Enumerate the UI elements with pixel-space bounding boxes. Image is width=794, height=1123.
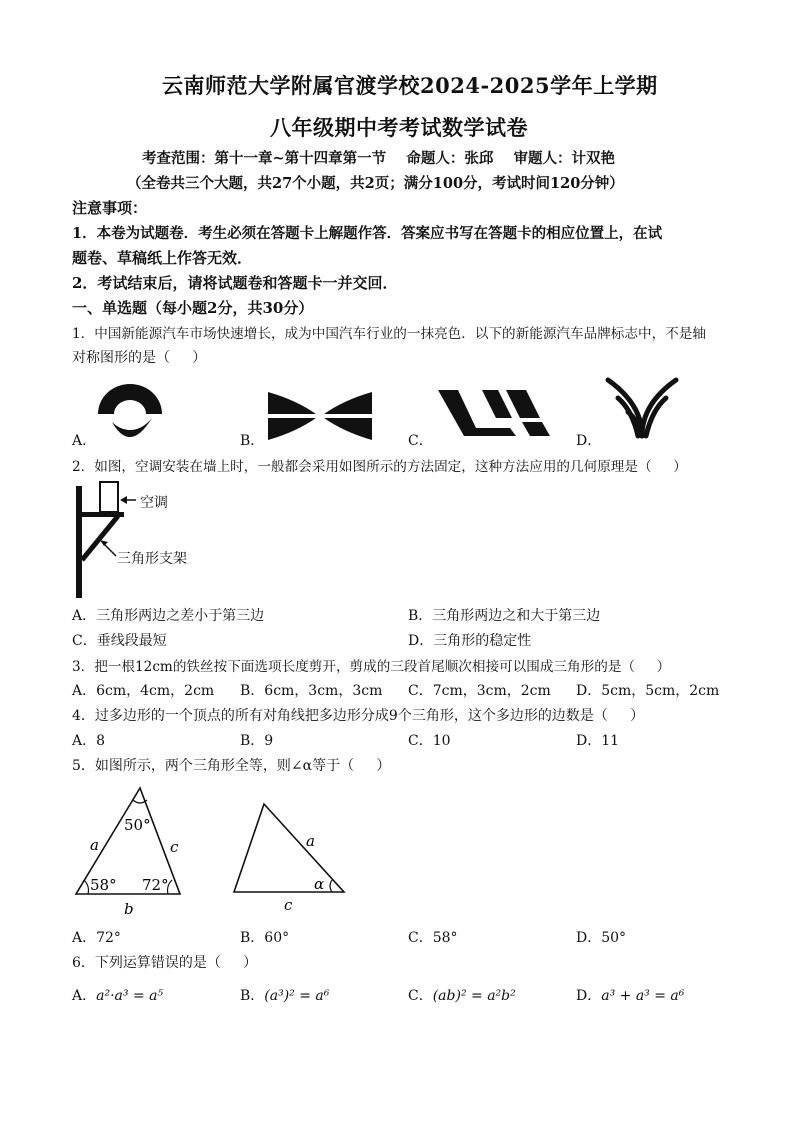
triangles-figure [70,782,370,922]
q6-option-d [576,985,684,1005]
logo-c-image [436,388,556,440]
q5-option-d: D．50° [576,930,627,946]
question-6-stem: 6．下列运算错误的是（ ） [72,955,258,971]
q2-option-d: D．三角形的稳定性 [408,633,532,649]
question-1-line-1: 1．中国新能源汽车市场快速增长，成为中国汽车行业的一抹亮色．以下的新能源汽车品牌标志中，不是轴 [72,326,706,342]
q4-option-a: A．8 [72,733,106,749]
q5-option-a: A．72° [72,930,121,946]
q3-option-b: B．6cm，3cm，3cm [240,683,383,699]
q3-option-a: A．6cm，4cm，2cm [72,683,215,699]
ac-label: 空调 [140,495,168,511]
q1-option-a-label: A． [72,433,97,449]
question-1-line-2: 对称图形的是（ ） [72,350,207,366]
tri1-top-angle: 50° [124,816,151,834]
notice-item-2: 2．考试结束后，请将试题卷和答题卡一并交回． [72,274,398,292]
q1-option-d-label: D． [576,433,602,449]
logo-b-image [266,388,376,448]
tri1-right-angle: 72° [142,876,169,894]
exam-scope: 考查范围：第十一章~第十四章第一节 命题人：张邱 审题人：计双艳 [142,150,616,167]
q3-option-c: C．7cm，3cm，2cm [408,683,551,699]
tri2-side-a: a [306,832,315,850]
question-5-stem: 5．如图所示，两个三角形全等，则∠α等于（ ） [72,758,391,774]
q2-option-c: C．垂线段最短 [72,633,167,649]
q5-option-b: B．60° [240,930,290,946]
q2-option-a: A．三角形两边之差小于第三边 [72,608,265,624]
question-4-stem: 4．过多边形的一个顶点的所有对角线把多边形分成9个三角形，这个多边形的边数是（ ） [72,708,645,724]
q6-option-a-expr: a²·a³ = a⁵ [96,988,164,1004]
exam-subtitle: 八年级期中考考试数学试卷 [270,115,528,140]
exam-title: 云南师范大学附属官渡学校2024-2025学年上学期 [162,73,658,98]
q6-option-d-expr: a³ + a³ = a⁶ [601,988,685,1004]
q1-option-c-label: C． [408,433,433,449]
notice-item-1-line-1: 1．本卷为试题卷．考生必须在答题卡上解题作答．答案应书写在答题卡的相应位置上，在试 [72,225,663,242]
q6-option-c-label: C． [408,988,433,1004]
q6-option-c-expr: (ab)² = a²b² [432,988,516,1004]
tri1-side-c: c [170,838,179,856]
logo-a-image [90,378,170,448]
tri1-side-a: a [90,836,99,854]
section-1-heading: 一、单选题（每小题2分，共30分） [72,299,314,317]
q2-option-b: B．三角形两边之和大于第三边 [408,608,601,624]
tri2-angle-alpha: α [314,875,325,893]
q6-option-a [72,985,163,1005]
question-2-stem: 2．如图，空调安装在墙上时，一般都会采用如图所示的方法固定，这种方法应用的几何原理是（ ） [72,459,687,475]
tri1-side-b: b [124,900,134,918]
notice-heading: 注意事项： [72,199,148,217]
tri1-left-angle: 58° [90,876,117,894]
exam-info: （全卷共三个大题，共27个小题，共2页；满分100分，考试时间120分钟） [127,175,624,192]
q4-option-c: C．10 [408,733,451,749]
q6-option-b-expr: (a³)² = a⁶ [264,988,330,1004]
tri2-side-c: c [284,896,293,914]
q6-option-c [408,985,516,1005]
q6-option-b-label: B． [240,988,265,1004]
q4-option-b: B．9 [240,733,274,749]
triangle-2 [234,804,344,892]
q6-option-a-label: A． [72,988,97,1004]
notice-item-1-line-2: 题卷、草稿纸上作答无效． [72,249,253,267]
q1-option-b-label: B． [240,433,265,449]
q3-option-d: D．5cm，5cm，2cm [576,683,720,699]
q5-option-c: C．58° [408,930,458,946]
q6-option-d-label: D． [576,988,602,1004]
question-3-stem: 3．把一根12cm的铁丝按下面选项长度剪开，剪成的三段首尾顺次相接可以围成三角形的是（ ） [72,659,671,675]
logo-d-image [602,374,682,440]
q6-option-b [240,985,329,1005]
q4-option-d: D．11 [576,733,620,749]
bracket-label: 三角形支架 [117,551,187,567]
ac-bracket-figure [72,478,272,603]
